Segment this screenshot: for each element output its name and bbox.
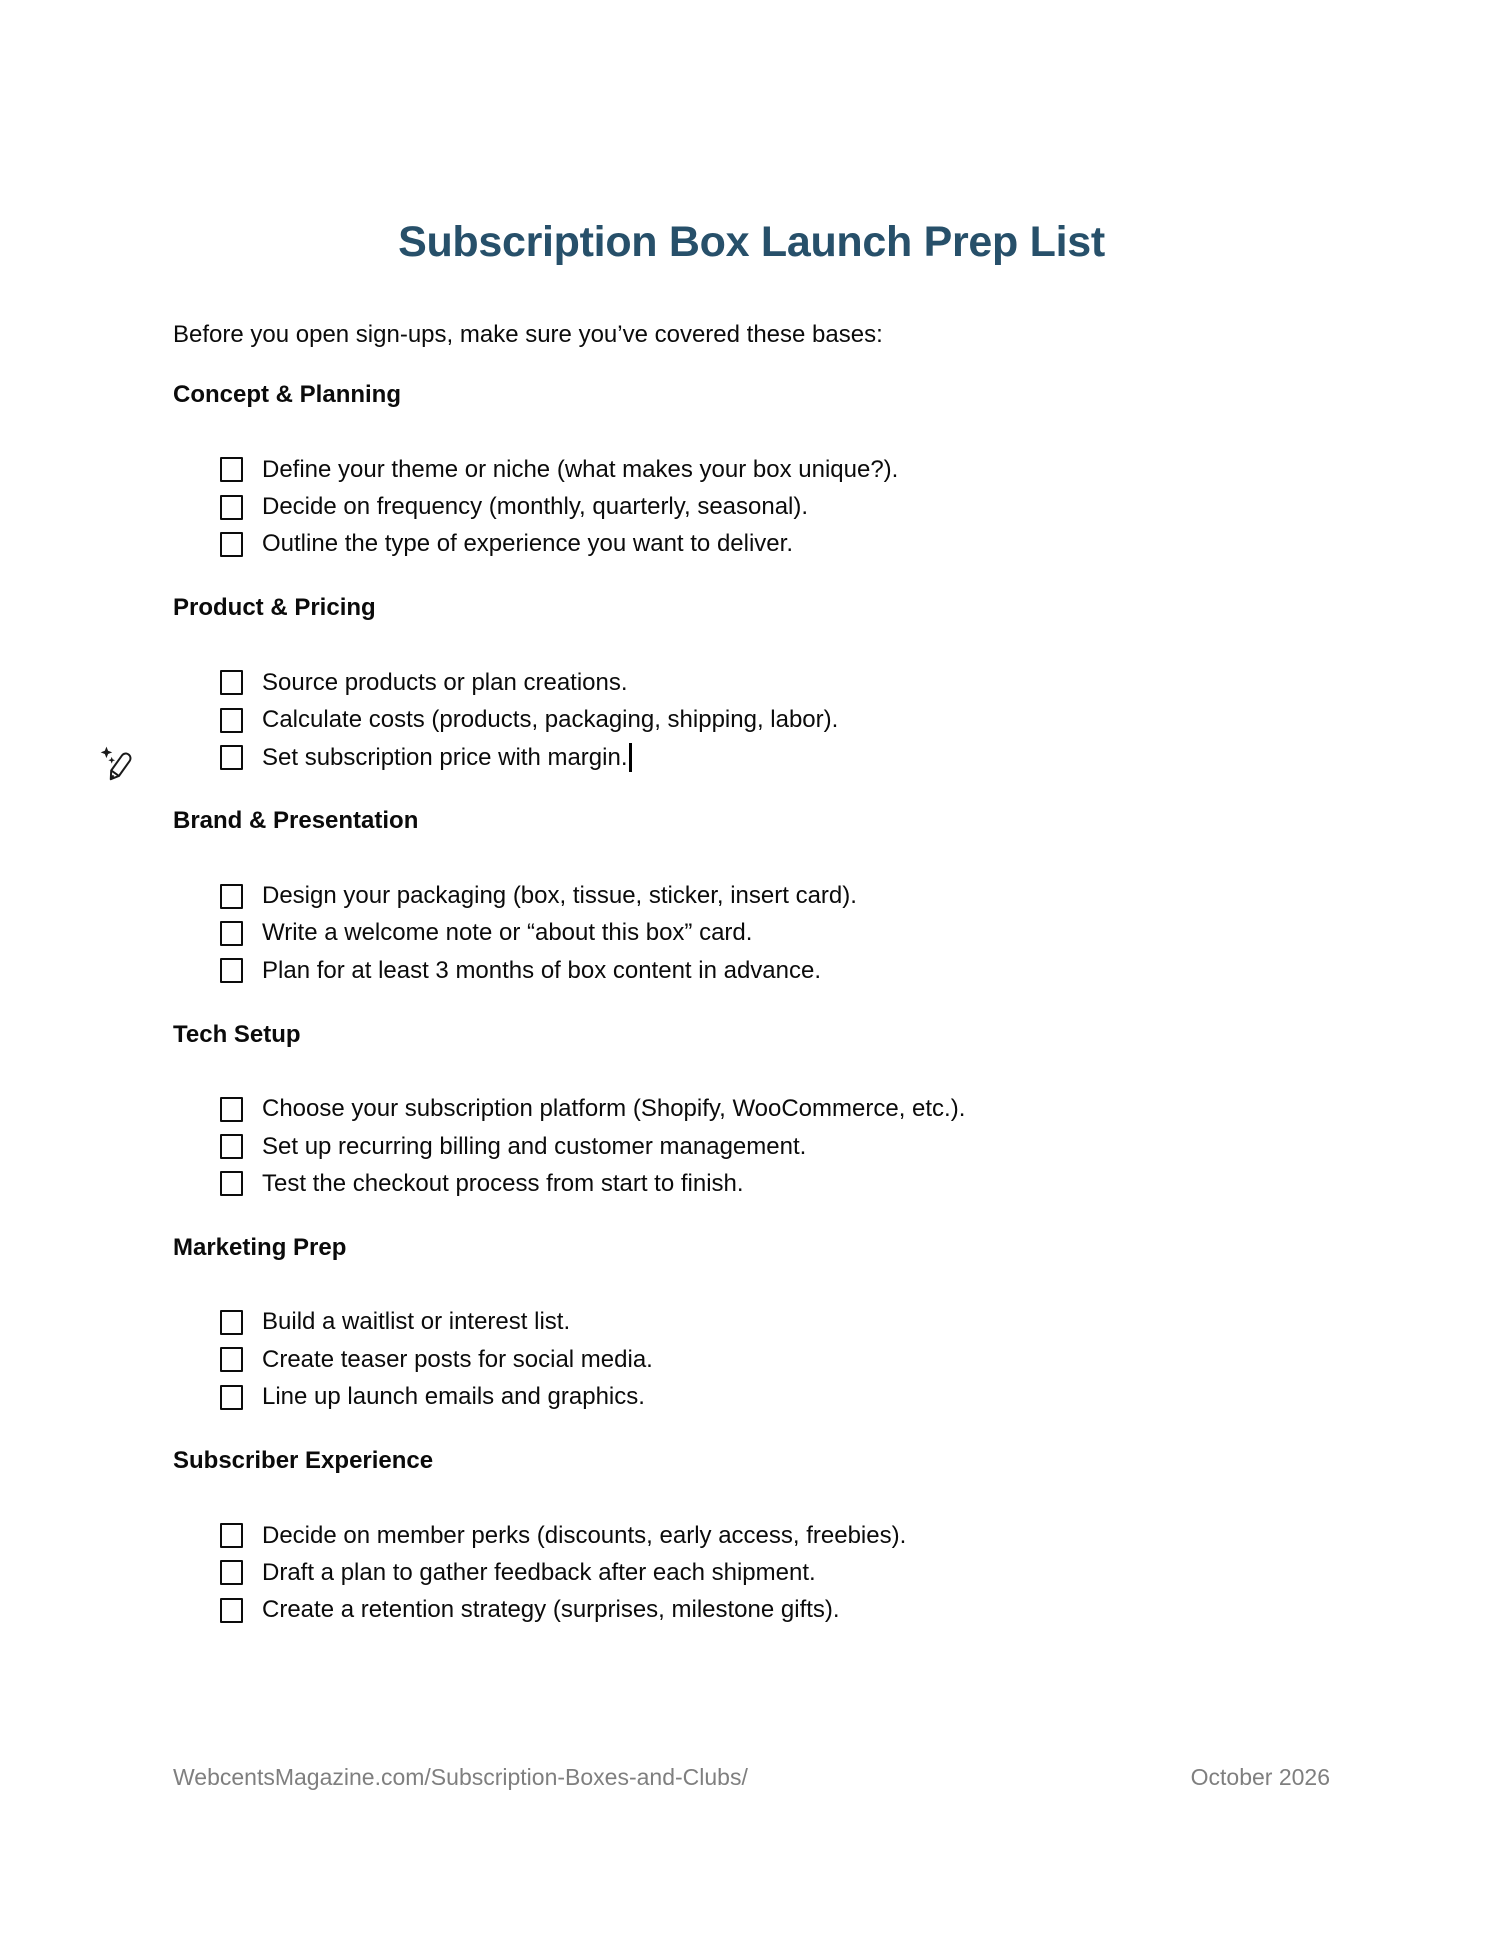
checklist-item-label: Write a welcome note or “about this box” card. <box>262 919 753 947</box>
checklist-item <box>173 702 1330 739</box>
checkbox[interactable] <box>220 1310 243 1335</box>
checklist-item-label: Test the checkout process from start to finish. <box>262 1169 744 1197</box>
checklist-item-label: Set up recurring billing and customer management. <box>262 1132 807 1160</box>
checkbox[interactable] <box>220 1598 243 1623</box>
checkbox[interactable] <box>220 1097 243 1122</box>
checklist-item <box>173 1554 1330 1591</box>
checklist-item <box>173 1128 1330 1165</box>
checklist-item <box>173 739 1330 776</box>
checklist-item-label: Draft a plan to gather feedback after each shipment. <box>262 1558 816 1586</box>
checklist-item <box>173 1592 1330 1629</box>
checklist-item-label: Source products or plan creations. <box>262 668 628 696</box>
checklist-item <box>173 1304 1330 1341</box>
checklist-brand-presentation <box>173 877 1330 989</box>
section-heading-concept-planning: Concept & Planning <box>173 381 401 408</box>
checkbox[interactable] <box>220 958 243 983</box>
checklist-item <box>173 664 1330 701</box>
checkbox[interactable] <box>220 1385 243 1410</box>
checkbox[interactable] <box>220 1560 243 1585</box>
checkbox[interactable] <box>220 1347 243 1372</box>
checklist-item-label: Decide on member perks (discounts, early access, freebies). <box>262 1521 907 1549</box>
checkbox[interactable] <box>220 1171 243 1196</box>
checklist-item-label: Decide on frequency (monthly, quarterly, seasonal). <box>262 493 809 521</box>
section-heading-product-pricing: Product & Pricing <box>173 594 376 622</box>
checklist-item <box>173 877 1330 914</box>
checkbox[interactable] <box>220 708 243 733</box>
checklist-product-pricing <box>173 664 1330 776</box>
section-heading-subscriber-experience: Subscriber Experience <box>173 1446 434 1474</box>
checklist-item <box>173 451 1330 488</box>
checklist-item <box>173 526 1330 563</box>
checklist-item <box>173 915 1330 952</box>
checklist-item <box>173 1341 1330 1378</box>
checklist-item-label: Create a retention strategy (surprises, milestone gifts). <box>262 1596 840 1624</box>
footer-date: October 2026 <box>1190 1764 1330 1790</box>
checkbox[interactable] <box>220 921 243 946</box>
page-title: Subscription Box Launch Prep List <box>398 218 1105 266</box>
checklist-item <box>173 1165 1330 1202</box>
checklist-marketing-prep <box>173 1304 1330 1416</box>
checklist-item-label: Set subscription price with margin. <box>262 743 628 771</box>
text-cursor-caret <box>629 743 632 772</box>
checklist-item-label: Plan for at least 3 months of box content in advance. <box>262 956 822 984</box>
page-footer <box>173 1763 1330 1791</box>
checklist-item-label: Create teaser posts for social media. <box>262 1345 653 1373</box>
section-heading-brand-presentation: Brand & Presentation <box>173 807 419 835</box>
checklist-item-label: Design your packaging (box, tissue, sticker, insert card). <box>262 882 857 910</box>
checkbox[interactable] <box>220 884 243 909</box>
pen-with-sparkles-icon <box>97 745 139 787</box>
checklist-item-label: Calculate costs (products, packaging, shipping, labor). <box>262 706 839 734</box>
checklist-item <box>173 952 1330 989</box>
checklist-item-label: Define your theme or niche (what makes your box unique?). <box>262 455 899 483</box>
checklist-item-label: Line up launch emails and graphics. <box>262 1383 645 1411</box>
checklist-item <box>173 1091 1330 1128</box>
checkbox[interactable] <box>220 745 243 770</box>
checklist-item <box>173 488 1330 525</box>
checkbox[interactable] <box>220 1134 243 1159</box>
checklist-tech-setup <box>173 1091 1330 1203</box>
intro-paragraph: Before you open sign-ups, make sure you’ve covered these bases: <box>173 321 883 348</box>
checkbox[interactable] <box>220 1523 243 1548</box>
copilot-pen-icon[interactable] <box>97 745 139 787</box>
checklist-item-label: Outline the type of experience you want to deliver. <box>262 530 793 558</box>
checkbox[interactable] <box>220 670 243 695</box>
document-body <box>173 0 1330 1629</box>
checklist-item-label: Choose your subscription platform (Shopify, WooCommerce, etc.). <box>262 1095 966 1123</box>
checkbox[interactable] <box>220 495 243 520</box>
checkbox[interactable] <box>220 457 243 482</box>
checklist-concept-planning <box>173 451 1330 563</box>
checklist-item <box>173 1378 1330 1415</box>
footer-url: WebcentsMagazine.com/Subscription-Boxes-and-Clubs/ <box>173 1764 748 1790</box>
checklist-item <box>173 1517 1330 1554</box>
checklist-item-label: Build a waitlist or interest list. <box>262 1308 571 1336</box>
section-heading-marketing-prep: Marketing Prep <box>173 1233 347 1261</box>
checkbox[interactable] <box>220 532 243 557</box>
checklist-subscriber-experience <box>173 1517 1330 1629</box>
section-heading-tech-setup: Tech Setup <box>173 1020 301 1048</box>
